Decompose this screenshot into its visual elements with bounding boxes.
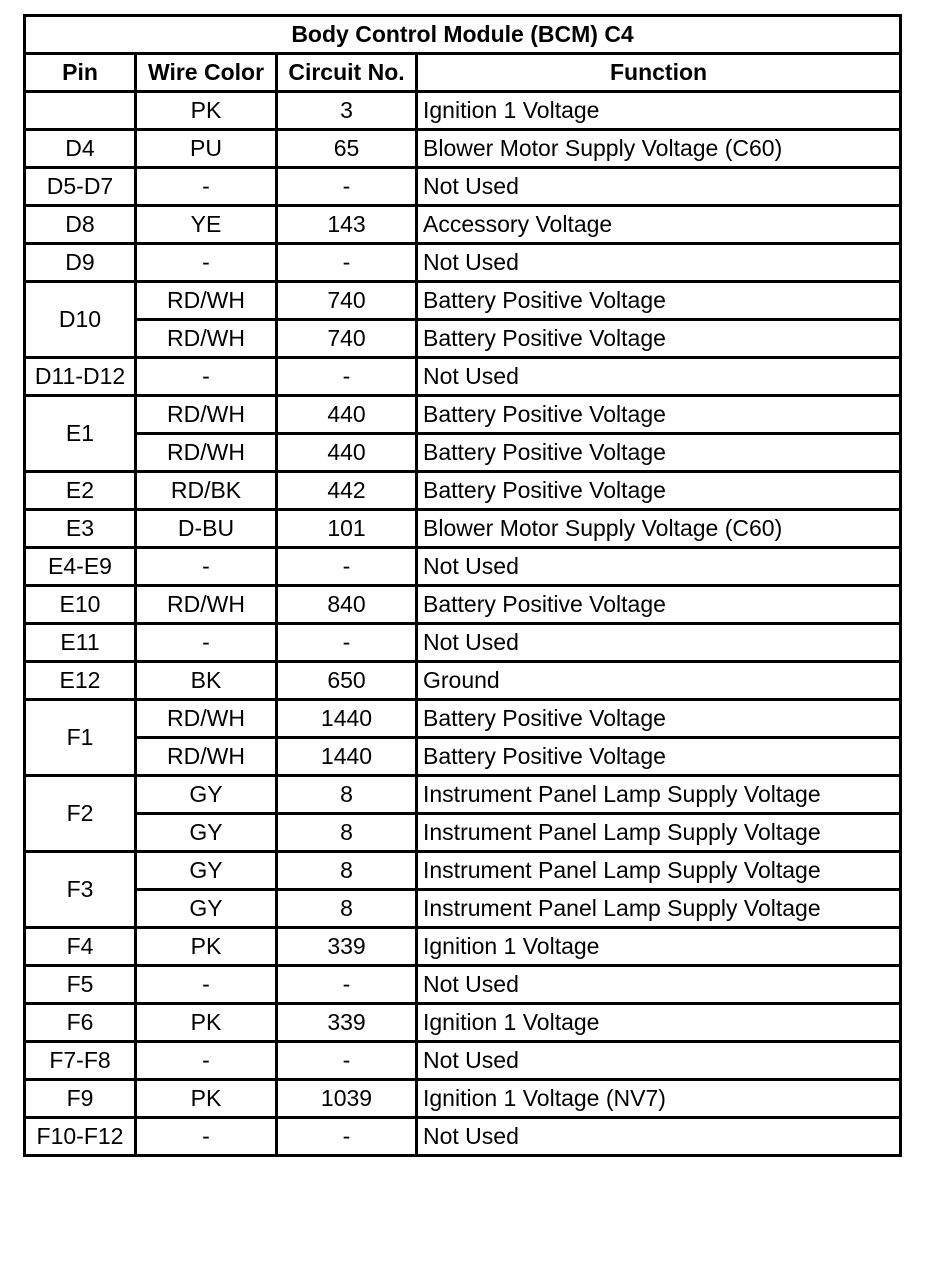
table-row <box>25 472 901 510</box>
table-row <box>25 1118 901 1156</box>
header-function: Function <box>417 54 901 92</box>
table-row <box>25 928 901 966</box>
function-cell: Ignition 1 Voltage <box>417 1004 901 1042</box>
table-row <box>25 966 901 1004</box>
pin-cell: E10 <box>25 586 136 624</box>
pin-cell: E12 <box>25 662 136 700</box>
pin-cell: E11 <box>25 624 136 662</box>
circuit-cell: - <box>277 358 417 396</box>
pin-cell: F6 <box>25 1004 136 1042</box>
function-cell: Blower Motor Supply Voltage (C60) <box>417 130 901 168</box>
pin-cell: F2 <box>25 776 136 852</box>
function-cell: Not Used <box>417 548 901 586</box>
table-row <box>25 700 901 738</box>
bcm-c4-table <box>23 14 902 1157</box>
pin-cell: F1 <box>25 700 136 776</box>
table-row <box>25 434 901 472</box>
pin-cell: D11-D12 <box>25 358 136 396</box>
wire-color-cell: - <box>136 358 277 396</box>
circuit-cell: 740 <box>277 282 417 320</box>
pin-cell: E1 <box>25 396 136 472</box>
pin-cell: E3 <box>25 510 136 548</box>
function-cell: Battery Positive Voltage <box>417 586 901 624</box>
circuit-cell: 440 <box>277 434 417 472</box>
function-cell: Battery Positive Voltage <box>417 738 901 776</box>
wire-color-cell: - <box>136 966 277 1004</box>
wire-color-cell: - <box>136 624 277 662</box>
table-row <box>25 624 901 662</box>
pin-cell: D9 <box>25 244 136 282</box>
function-cell: Battery Positive Voltage <box>417 472 901 510</box>
table-title: Body Control Module (BCM) C4 <box>25 16 901 54</box>
function-cell: Blower Motor Supply Voltage (C60) <box>417 510 901 548</box>
function-cell: Ignition 1 Voltage (NV7) <box>417 1080 901 1118</box>
wire-color-cell: GY <box>136 852 277 890</box>
table-row <box>25 852 901 890</box>
table-row <box>25 320 901 358</box>
circuit-cell: 1440 <box>277 700 417 738</box>
function-cell: Battery Positive Voltage <box>417 282 901 320</box>
circuit-cell: 442 <box>277 472 417 510</box>
table-row <box>25 586 901 624</box>
circuit-cell: 65 <box>277 130 417 168</box>
circuit-cell: 8 <box>277 890 417 928</box>
table-row <box>25 92 901 130</box>
function-cell: Instrument Panel Lamp Supply Voltage <box>417 776 901 814</box>
function-cell: Battery Positive Voltage <box>417 320 901 358</box>
wire-color-cell: RD/WH <box>136 700 277 738</box>
function-cell: Battery Positive Voltage <box>417 396 901 434</box>
table-row <box>25 206 901 244</box>
wire-color-cell: - <box>136 244 277 282</box>
function-cell: Not Used <box>417 1042 901 1080</box>
pin-cell: F5 <box>25 966 136 1004</box>
wire-color-cell: BK <box>136 662 277 700</box>
wire-color-cell: GY <box>136 890 277 928</box>
function-cell: Battery Positive Voltage <box>417 700 901 738</box>
circuit-cell: 8 <box>277 814 417 852</box>
circuit-cell: - <box>277 168 417 206</box>
circuit-cell: - <box>277 1042 417 1080</box>
wire-color-cell: PK <box>136 928 277 966</box>
header-pin: Pin <box>25 54 136 92</box>
pin-cell: F7-F8 <box>25 1042 136 1080</box>
pin-cell: F4 <box>25 928 136 966</box>
header-wire-color: Wire Color <box>136 54 277 92</box>
table-row <box>25 130 901 168</box>
function-cell: Not Used <box>417 244 901 282</box>
wire-color-cell: RD/WH <box>136 434 277 472</box>
pin-cell: E2 <box>25 472 136 510</box>
table-row <box>25 168 901 206</box>
wire-color-cell: RD/BK <box>136 472 277 510</box>
wire-color-cell: GY <box>136 814 277 852</box>
table-row <box>25 1042 901 1080</box>
circuit-cell: 101 <box>277 510 417 548</box>
table-row <box>25 358 901 396</box>
wire-color-cell: YE <box>136 206 277 244</box>
wire-color-cell: PK <box>136 1080 277 1118</box>
pin-cell: D10 <box>25 282 136 358</box>
function-cell: Accessory Voltage <box>417 206 901 244</box>
table-row <box>25 1004 901 1042</box>
function-cell: Ground <box>417 662 901 700</box>
function-cell: Ignition 1 Voltage <box>417 928 901 966</box>
function-cell: Not Used <box>417 966 901 1004</box>
pin-cell: D5-D7 <box>25 168 136 206</box>
circuit-cell: - <box>277 624 417 662</box>
pin-cell: F10-F12 <box>25 1118 136 1156</box>
circuit-cell: 3 <box>277 92 417 130</box>
wire-color-cell: PK <box>136 92 277 130</box>
circuit-cell: - <box>277 1118 417 1156</box>
circuit-cell: - <box>277 966 417 1004</box>
wire-color-cell: RD/WH <box>136 320 277 358</box>
function-cell: Instrument Panel Lamp Supply Voltage <box>417 814 901 852</box>
wire-color-cell: - <box>136 1042 277 1080</box>
wire-color-cell: RD/WH <box>136 396 277 434</box>
circuit-cell: 339 <box>277 928 417 966</box>
function-cell: Not Used <box>417 1118 901 1156</box>
circuit-cell: 440 <box>277 396 417 434</box>
circuit-cell: 8 <box>277 776 417 814</box>
pin-cell: D4 <box>25 130 136 168</box>
table-row <box>25 662 901 700</box>
table-row <box>25 738 901 776</box>
pin-cell <box>25 92 136 130</box>
wire-color-cell: - <box>136 548 277 586</box>
wire-color-cell: - <box>136 168 277 206</box>
pin-cell: D8 <box>25 206 136 244</box>
table-row <box>25 776 901 814</box>
table-row <box>25 396 901 434</box>
table-row <box>25 1080 901 1118</box>
function-cell: Ignition 1 Voltage <box>417 92 901 130</box>
circuit-cell: - <box>277 244 417 282</box>
wire-color-cell: RD/WH <box>136 738 277 776</box>
wire-color-cell: D-BU <box>136 510 277 548</box>
function-cell: Instrument Panel Lamp Supply Voltage <box>417 852 901 890</box>
pin-cell: F3 <box>25 852 136 928</box>
circuit-cell: 339 <box>277 1004 417 1042</box>
pin-cell: E4-E9 <box>25 548 136 586</box>
circuit-cell: 8 <box>277 852 417 890</box>
wire-color-cell: PK <box>136 1004 277 1042</box>
circuit-cell: 650 <box>277 662 417 700</box>
circuit-cell: 840 <box>277 586 417 624</box>
header-row <box>25 54 901 92</box>
function-cell: Not Used <box>417 358 901 396</box>
function-cell: Not Used <box>417 624 901 662</box>
circuit-cell: 1039 <box>277 1080 417 1118</box>
function-cell: Instrument Panel Lamp Supply Voltage <box>417 890 901 928</box>
circuit-cell: - <box>277 548 417 586</box>
wire-color-cell: RD/WH <box>136 282 277 320</box>
table-row <box>25 814 901 852</box>
wire-color-cell: RD/WH <box>136 586 277 624</box>
circuit-cell: 1440 <box>277 738 417 776</box>
pin-cell: F9 <box>25 1080 136 1118</box>
title-row <box>25 16 901 54</box>
table-row <box>25 282 901 320</box>
table-row <box>25 510 901 548</box>
table-row <box>25 548 901 586</box>
wire-color-cell: PU <box>136 130 277 168</box>
table-row <box>25 244 901 282</box>
wire-color-cell: GY <box>136 776 277 814</box>
table-row <box>25 890 901 928</box>
function-cell: Not Used <box>417 168 901 206</box>
circuit-cell: 143 <box>277 206 417 244</box>
function-cell: Battery Positive Voltage <box>417 434 901 472</box>
header-circuit-no: Circuit No. <box>277 54 417 92</box>
circuit-cell: 740 <box>277 320 417 358</box>
wire-color-cell: - <box>136 1118 277 1156</box>
